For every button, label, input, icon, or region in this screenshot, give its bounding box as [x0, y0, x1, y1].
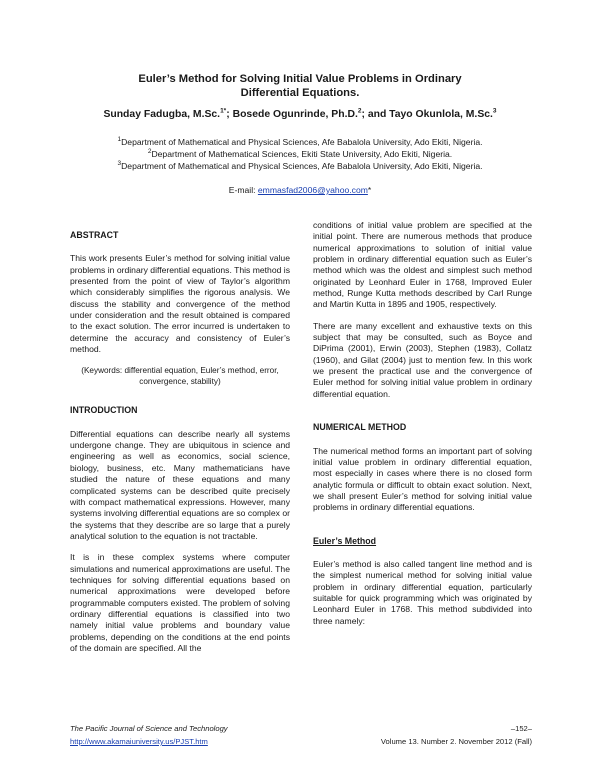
email-line [50, 184, 550, 196]
intro-paragraph-4: There are many excellent and exhaustive texts on this subject that may be consulted, such as Boyce and DiPrima (2001), Erwin (2003), Stephen (1983), Collatz (1960), and Gilat (2004) just to mention few. In this work we present the practical use and the convergence of Euler method for solving initial value problem in ordinary differential equation. [313, 320, 532, 399]
keywords: (Keywords: differential equation, Euler’s method, error, convergence, stability) [81, 366, 279, 387]
email-label: E-mail: [228, 185, 258, 195]
author-2: ; Bosede Ogunrinde, Ph.D. [226, 109, 358, 120]
right-column [313, 220, 532, 637]
title-line-1: Euler’s Method for Solving Initial Value Problems in Ordinary [138, 73, 462, 85]
title-line-2: Differential Equations. [240, 87, 360, 99]
affiliation-1 [50, 136, 550, 148]
author-3-sup: 3 [492, 107, 497, 115]
intro-paragraph-1: Differential equations can describe nearly all systems undergone change. They are ubiquitous in science and engineering as well as economics, social science, biology, business, etc. Many mathematicians have studied the nature of these equations and many complicated systems can be described quite precisely with compact mathematical expressions. However, many systems involving differential equations are so complex or the systems that they describe are so large that a purely analytical solution to the equation is not tractable. [70, 428, 290, 541]
numerical-paragraph: The numerical method forms an important part of solving initial value problem in ordinary differential equation, most especially in cases where there is no closed form analytic formula or difficult to obtain exact solution. Next, we shall present Euler’s method for solving initial value problems in ordinary differential equations. [313, 445, 532, 513]
affiliation-2 [50, 148, 550, 160]
affiliation-3-text: Department of Mathematical and Physical Sciences, Afe Babalola University, Ado Ekiti, Nigeria. [121, 161, 483, 171]
author-list [40, 108, 560, 122]
author-3: ; and Tayo Okunlola, M.Sc. [361, 109, 493, 120]
intro-paragraph-3: conditions of initial value problem are specified at the initial point. There are numerous methods that produce numerical approximations to solution of initial value problem in ordinary differential equation such as Euler’s method which was the oldest and simplest such method originated by Leonhard Euler in 1768, Improved Euler method, Runge Kutta methods described by Carl Runge and Martin Kutta in 1895 and 1905, respectively. [313, 220, 532, 310]
eulers-method-heading: Euler’s Method [313, 535, 377, 546]
numerical-method-heading: NUMERICAL METHOD [313, 422, 407, 433]
footer-journal: The Pacific Journal of Science and Technology [70, 724, 228, 733]
footer-page-number: –152– [510, 724, 532, 733]
introduction-heading: INTRODUCTION [70, 405, 138, 416]
affiliation-3 [50, 160, 550, 172]
affiliation-1-num: 1 [117, 136, 122, 144]
euler-paragraph: Euler’s method is also called tangent line method and is the simplest numerical method for solving initial value problem in ordinary differential equation, particularly suitable for quick programming which was originated by Leonhard Euler in 1768. This method subdivided into three namely: [313, 558, 532, 626]
paper-title [60, 72, 540, 100]
affiliation-1-text: Department of Mathematical and Physical Sciences, Afe Babalola University, Ado Ekiti, Nigeria. [121, 137, 483, 147]
email-link[interactable]: emmasfad2006@yahoo.com [257, 185, 368, 195]
footer-left [70, 722, 228, 748]
abstract-heading: ABSTRACT [70, 230, 119, 240]
affiliations [50, 136, 550, 172]
affiliation-3-num: 3 [117, 160, 122, 168]
abstract-text: This work presents Euler’s method for solving initial value problems in ordinary differential equations. This method is presented from the point of view of Taylor’s algorithm which considerably simplifies the rigorous analysis. We discuss the stability and convergence of the method under consideration and the result obtained is compared to the exact solution. The error incurred is undertaken to determine the accuracy and consistency of Euler’s method. [70, 253, 290, 355]
intro-paragraph-2: It is in these complex systems where computer simulations and numerical approximations are useful. The techniques for solving differential equations based on numerical approximations were developed before programmable computers existed. The problem of solving ordinary differential equations is classified into two namely initial value problems and boundary value problems, depending on the conditions at the end points of the domain are specified. All the [70, 552, 290, 653]
author-1: Sunday Fadugba, M.Sc. [103, 109, 221, 120]
left-column [70, 230, 290, 664]
author-2-sup: 2 [357, 107, 362, 115]
footer-url-link[interactable]: http://www.akamaiuniversity.us/PJST.htm [70, 737, 208, 746]
footer-volume: Volume 13. Number 2. November 2012 (Fall) [380, 737, 532, 746]
author-1-sup: 1* [220, 107, 227, 115]
email-suffix: * [367, 185, 372, 195]
affiliation-2-num: 2 [147, 148, 152, 156]
affiliation-2-text: Department of Mathematical Sciences, Ekiti State University, Ado Ekiti, Nigeria. [151, 149, 453, 159]
footer-right [381, 722, 532, 748]
